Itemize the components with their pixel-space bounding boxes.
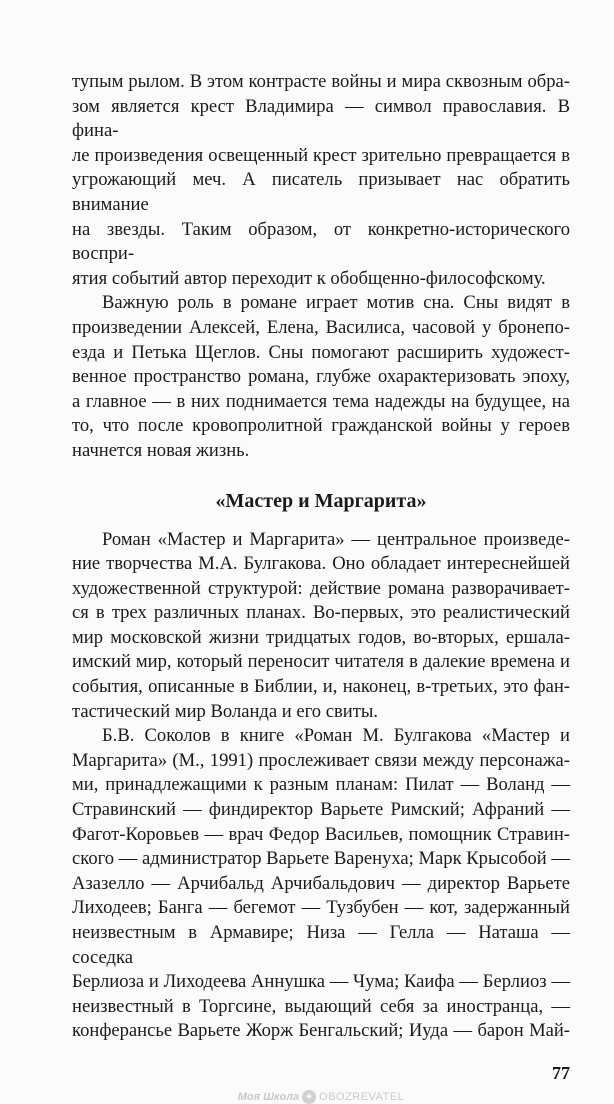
- text-line: мир московской жизни тридцатых годов, во-вторых, ершала-: [72, 626, 570, 648]
- text-line: ле произведения освещенный крест зрительно превращается в: [72, 144, 570, 166]
- chapter-heading: «Мастер и Маргарита»: [215, 489, 427, 512]
- watermark: [72, 1090, 570, 1104]
- text-line: события, описанные в Библии, и, наконец, в-третьих, это фан-: [72, 676, 570, 698]
- text-line: а главное — в них поднимается тема надежды на будущее, на: [72, 390, 570, 412]
- text-line: Стравинский — финдиректор Варьете Римский; Афраний —: [72, 799, 570, 821]
- text-line: конферансье Варьете Жорж Бенгальский; Иуда — барон Май-: [72, 1020, 570, 1042]
- text-line: Маргарита» (М., 1991) прослеживает связи между персонажа-: [72, 749, 570, 771]
- watermark-brand-text: OBOZREVATEL: [319, 1090, 405, 1103]
- text-line: ятия событий автор переходит к обобщенно-философскому.: [72, 267, 546, 289]
- text-line: на звезды. Таким образом, от конкретно-исторического воспри-: [72, 218, 570, 265]
- text-line: имский мир, который переносит читателя в далекие времена и: [72, 651, 570, 673]
- text-section-1: [72, 70, 570, 464]
- text-line: зом является крест Владимира — символ православия. В фина-: [72, 95, 570, 142]
- text-section-2: [72, 528, 570, 1044]
- text-line: неизвестным в Армавире; Низа — Гелла — Наташа — соседка: [72, 922, 570, 968]
- watermark-school-text: Моя Школа: [237, 1090, 300, 1103]
- text-line: Берлиоза и Лиходеева Аннушка — Чума; Каифа — Берлиоз —: [72, 971, 570, 993]
- text-line: ся в трех различных планах. Во-первых, это реалистический: [72, 602, 570, 624]
- text-line: Лиходеев; Банга — бегемот — Тузбубен — кот, задержанный: [72, 897, 570, 919]
- text-line: Роман «Мастер и Маргарита» — центральное произведе-: [102, 528, 570, 550]
- text-line: тастический мир Воланда и его свиты.: [72, 700, 379, 722]
- text-line: ми, принадлежащими к разным планам: Пилат — Воланд —: [72, 774, 570, 796]
- text-line: то, что после кровопролитной гражданской войны у героев: [72, 415, 570, 437]
- text-line: Важную роль в романе играет мотив сна. Сны видят в: [102, 292, 570, 314]
- text-line: венное пространство романа, глубже охарактеризовать эпоху,: [72, 366, 570, 388]
- text-line: езда и Петька Щеглов. Сны помогают расширить художест-: [72, 341, 570, 363]
- text-line: произведении Алексей, Елена, Василиса, часовой у бронепо-: [72, 316, 570, 338]
- text-line: начнется новая жизнь.: [72, 439, 250, 461]
- text-line: Фагот-Коровьев — врач Федор Васильев, помощник Стравин-: [72, 823, 570, 845]
- text-line: неизвестный в Торгсине, выдающий себя за иностранца, —: [72, 995, 570, 1017]
- page-number: 77: [552, 1062, 570, 1083]
- text-line: художественной структурой: действие романа разворачивает-: [72, 577, 570, 599]
- text-line: Азазелло — Арчибальд Арчибальдович — директор Варьете: [72, 872, 570, 894]
- text-line: ние творчества М.А. Булгакова. Оно обладает интереснейшей: [72, 553, 570, 575]
- text-line: тупым рылом. В этом контрасте войны и мира сквозным обра-: [72, 71, 570, 92]
- text-line: угрожающий меч. А писатель призывает нас обратить внимание: [72, 169, 570, 215]
- watermark-logo-icon: +: [302, 1090, 316, 1104]
- text-line: ского — администратор Варьете Варенуха; Марк Крысобой —: [72, 848, 570, 870]
- book-page-text: [72, 70, 570, 1104]
- text-line: Б.В. Соколов в книге «Роман М. Булгакова «Мастер и: [102, 725, 570, 747]
